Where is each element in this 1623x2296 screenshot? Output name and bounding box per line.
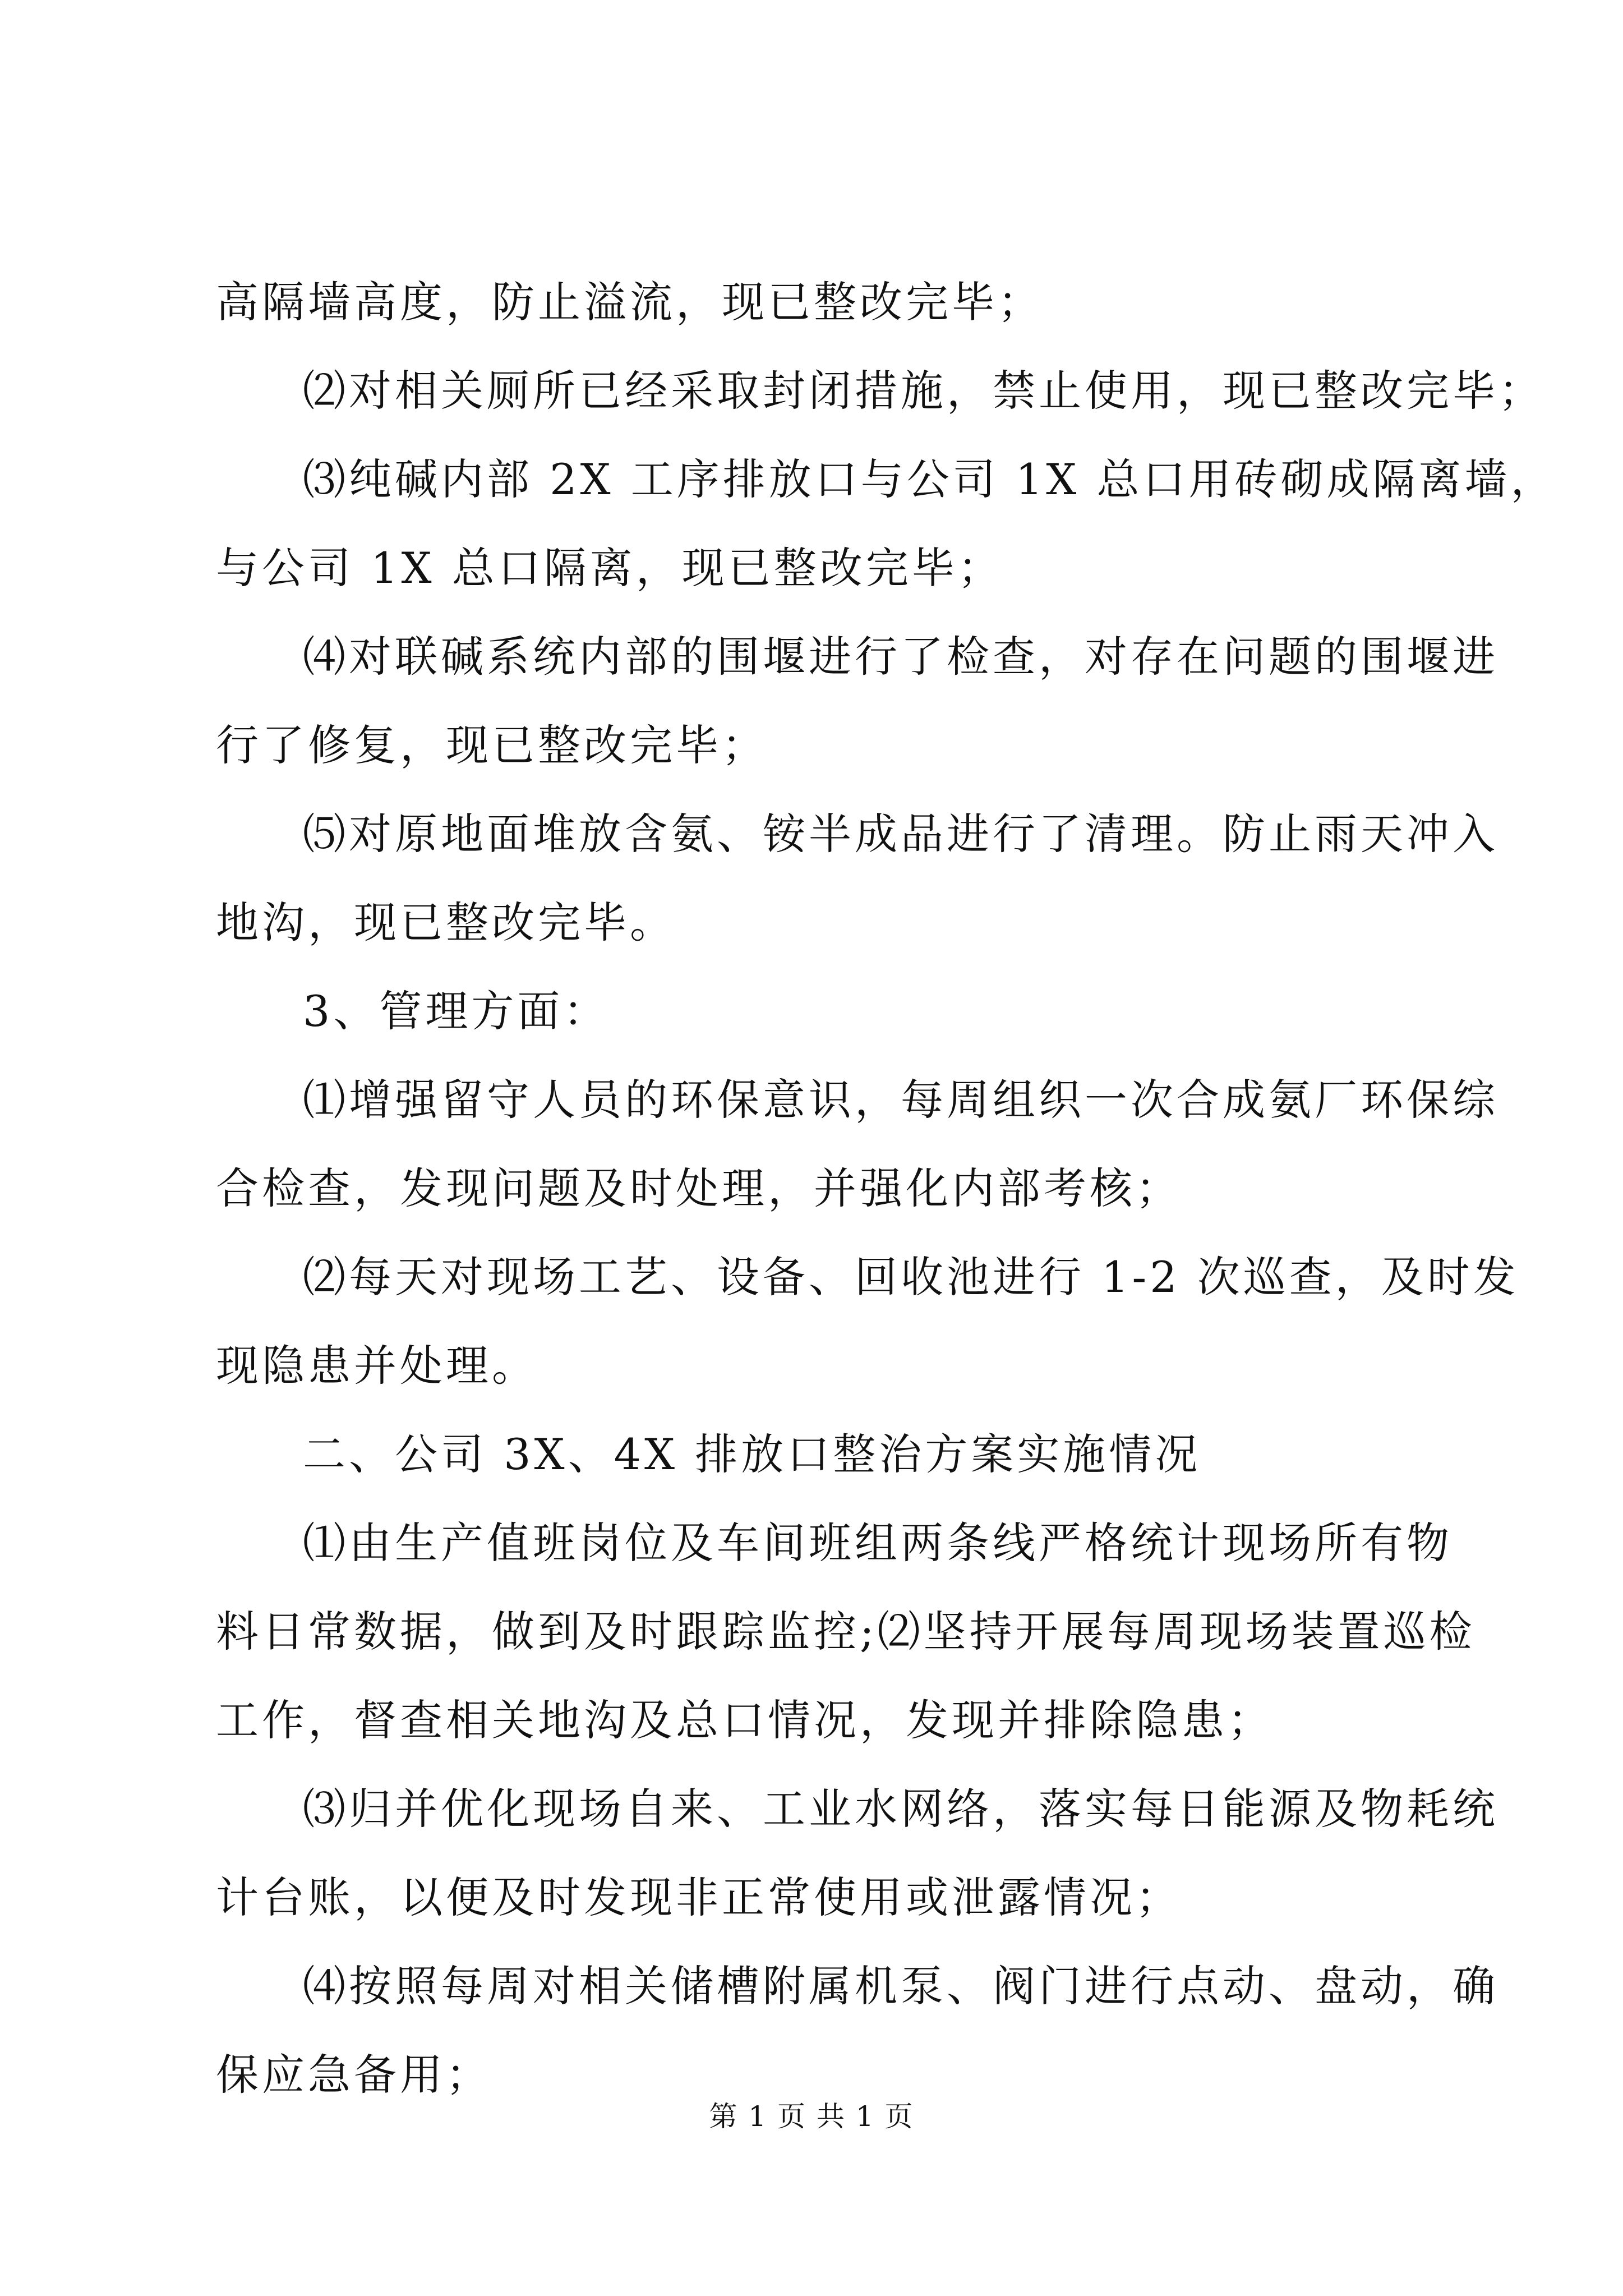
body-line-15: ⑴由生产值班岗位及车间班组两条线严格统计现场所有物 — [303, 1518, 1453, 1568]
page-footer: 第 1 页 共 1 页 — [709, 2100, 914, 2133]
body-line-12: ⑵每天对现场工艺、设备、回收池进行 1-2 次巡查，及时发 — [303, 1252, 1519, 1302]
body-line-21: 保应急备用； — [216, 2050, 492, 2100]
body-line-17: 工作，督查相关地沟及总口情况，发现并排除隐患； — [216, 1695, 1274, 1745]
body-line-1: 高隔墙高度，防止溢流，现已整改完毕； — [216, 277, 1044, 327]
body-line-2: ⑵对相关厕所已经采取封闭措施，禁止使用，现已整改完毕； — [303, 366, 1544, 416]
body-line-20: ⑷按照每周对相关储槽附属机泵、阀门进行点动、盘动，确 — [303, 1961, 1498, 2011]
body-line-19: 计台账，以便及时发现非正常使用或泄露情况； — [216, 1872, 1182, 1922]
section-heading-management: 3、管理方面： — [303, 986, 610, 1036]
body-line-6: 行了修复，现已整改完毕； — [216, 720, 768, 770]
body-line-13: 现隐患并处理。 — [216, 1341, 538, 1391]
body-line-5: ⑷对联碱系统内部的围堰进行了检查，对存在问题的围堰进 — [303, 632, 1498, 682]
body-line-11: 合检查，发现问题及时处理，并强化内部考核； — [216, 1163, 1182, 1213]
document-body — [216, 258, 1557, 2119]
body-line-10: ⑴增强留守人员的环保意识，每周组织一次合成氨厂环保综 — [303, 1075, 1498, 1125]
body-line-3: ⑶纯碱内部 2X 工序排放口与公司 1X 总口用砖砌成隔离墙， — [303, 454, 1557, 504]
body-line-8: 地沟，现已整改完毕。 — [216, 898, 676, 947]
body-line-16: 料日常数据，做到及时跟踪监控;⑵坚持开展每周现场装置巡检 — [216, 1607, 1476, 1657]
body-line-18: ⑶归并优化现场自来、工业水网络，落实每日能源及物耗统 — [303, 1784, 1498, 1834]
body-line-4: 与公司 1X 总口隔离，现已整改完毕； — [216, 543, 1004, 593]
section-heading-outlet-remediation: 二、公司 3X、4X 排放口整治方案实施情况 — [303, 1429, 1201, 1479]
body-line-7: ⑸对原地面堆放含氨、铵半成品进行了清理。防止雨天冲入 — [303, 809, 1498, 859]
